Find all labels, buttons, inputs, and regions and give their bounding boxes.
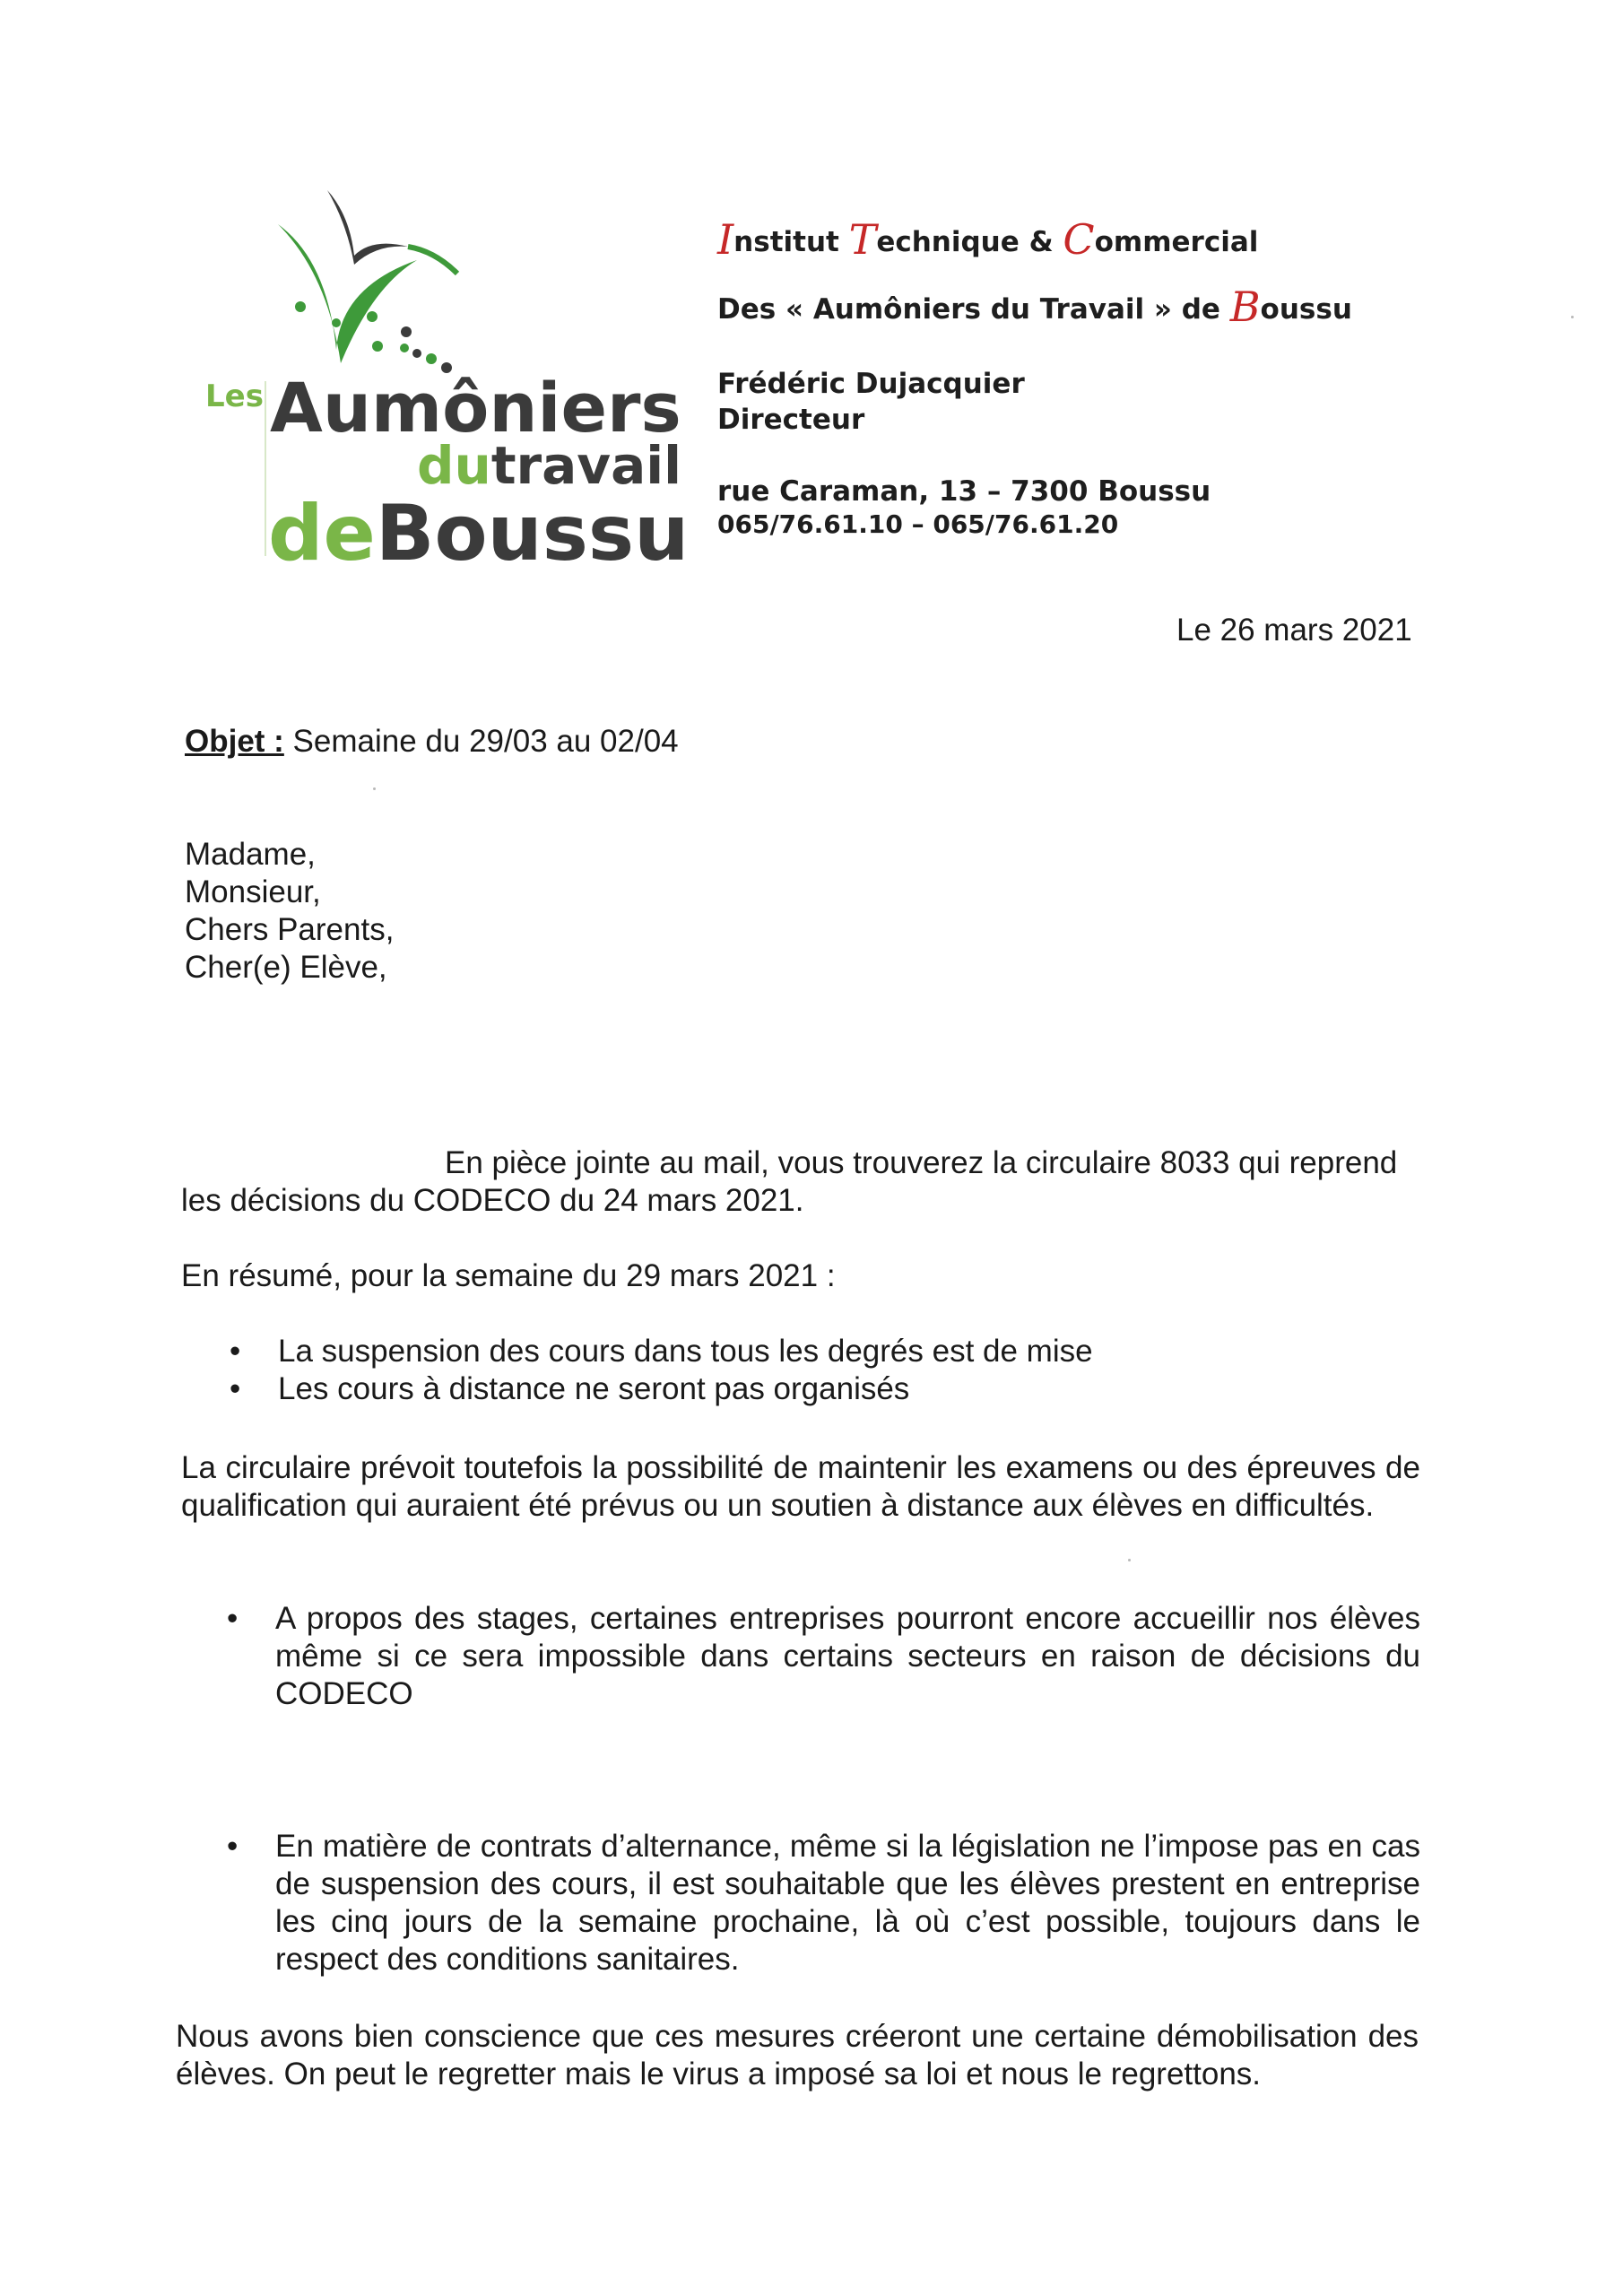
bullet-dot: • <box>230 1371 241 1406</box>
closing-paragraph: Nous avons bien conscience que ces mesures créeront une certaine démobilisation des élèves. On peut le regretter mais le virus a imposé sa loi et nous le regrettons. <box>176 2019 1419 2092</box>
school-address: rue Caraman, 13 – 7300 Boussu <box>717 475 1211 508</box>
script-initial-c: C <box>1063 215 1095 264</box>
bullet-dot: • <box>230 1334 241 1369</box>
salutation-eleve: Cher(e) Elève, <box>185 950 387 985</box>
header-subtitle-prefix: Des « Aumôniers du Travail » de <box>717 293 1230 326</box>
salutation-monsieur: Monsieur, <box>185 874 321 909</box>
logo-de: de <box>268 489 376 578</box>
summary-intro: En résumé, pour la semaine du 29 mars 2021 : <box>181 1258 836 1293</box>
logo-travail: travail <box>490 435 681 496</box>
logo-boussu: Boussu <box>375 489 690 578</box>
header-ommercial: ommercial <box>1094 226 1259 258</box>
bullet-dot: • <box>227 1829 239 1864</box>
salutation-madame: Madame, <box>185 837 316 872</box>
header-echnique: echnique & <box>876 226 1063 258</box>
subject-label: Objet : <box>185 724 284 759</box>
list-item <box>230 1370 1093 1408</box>
director-role: Directeur <box>717 404 865 436</box>
scan-speck <box>1571 316 1574 318</box>
school-phones: 065/76.61.10 – 065/76.61.20 <box>717 509 1119 539</box>
scan-speck <box>1128 1559 1131 1561</box>
list-item <box>230 1333 1093 1370</box>
director-name: Frédéric Dujacquier <box>717 368 1025 400</box>
alternance-bullet <box>227 1828 1420 1979</box>
scan-speck <box>373 787 376 790</box>
header-subtitle-line <box>717 283 1352 331</box>
script-initial-i: I <box>717 215 734 264</box>
header-oussu: oussu <box>1260 293 1352 326</box>
circulaire-paragraph: La circulaire prévoit toutefois la possibilité de maintenir les examens ou des épreuves de qualification qui auraient été prévus ou un soutien à distance aux élèves en difficultés. <box>181 1450 1420 1523</box>
logo-du-travail <box>417 435 681 496</box>
subject-text: Semaine du 29/03 au 02/04 <box>283 724 679 759</box>
script-initial-b: B <box>1229 283 1261 331</box>
header-institution-line <box>717 215 1258 264</box>
stages-bullet-text: A propos des stages, certaines entreprises pourront encore accueillir nos élèves même si ce sera impossible dans certains secteurs en raison de décisions du CODECO <box>275 1601 1420 1711</box>
script-initial-t: T <box>848 215 877 264</box>
logo-aumoniers: Aumôniers <box>270 368 681 448</box>
logo-divider <box>265 381 266 556</box>
bullet-dot: • <box>227 1601 239 1636</box>
salutation-parents: Chers Parents, <box>185 912 395 947</box>
intro-line-1: En pièce jointe au mail, vous trouverez la circulaire 8033 qui reprend <box>445 1145 1398 1180</box>
bullet-text: La suspension des cours dans tous les degrés est de mise <box>278 1334 1093 1369</box>
header-nstitut: nstitut <box>733 226 849 258</box>
logo-du: du <box>417 435 491 496</box>
school-logo <box>193 188 695 578</box>
stages-bullet <box>227 1600 1420 1713</box>
alternance-bullet-text: En matière de contrats d’alternance, même si la législation ne l’impose pas en cas de suspension des cours, il est souhaitable que les élèves prestent en entreprise les cinq jours de la semaine prochaine, là où c’est possible, toujours dans le respect des conditions sanitaires. <box>275 1829 1420 1977</box>
logo-les: Les <box>205 378 264 414</box>
logo-de-boussu <box>268 489 689 578</box>
intro-line-2: les décisions du CODECO du 24 mars 2021. <box>181 1183 804 1218</box>
letter-date: Le 26 mars 2021 <box>1176 613 1412 648</box>
subject-line <box>185 723 679 761</box>
summary-bullet-list <box>230 1333 1093 1408</box>
bullet-text: Les cours à distance ne seront pas organisés <box>278 1371 910 1406</box>
